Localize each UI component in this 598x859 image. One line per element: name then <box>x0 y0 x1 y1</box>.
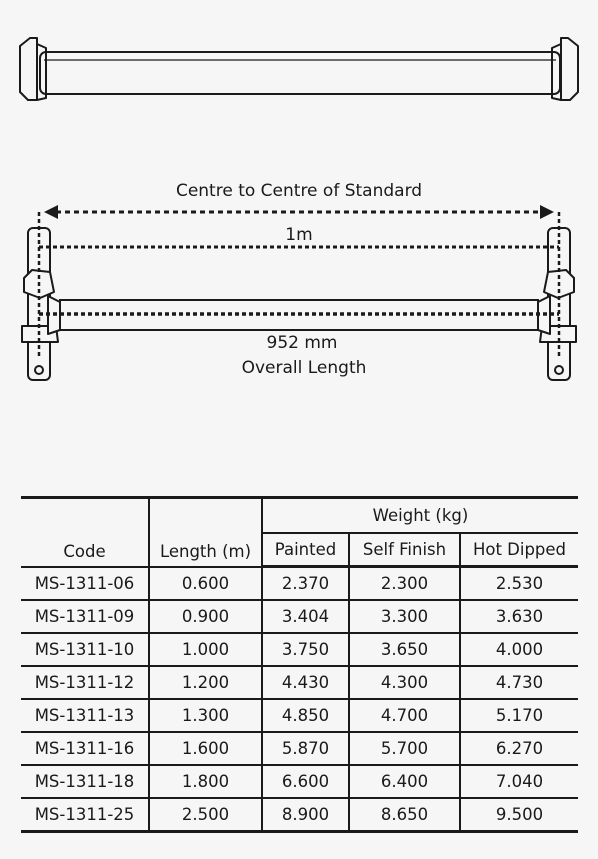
cell-length: 1.200 <box>149 666 262 699</box>
overall-label: Overall Length <box>241 358 367 378</box>
cell-code: MS-1311-09 <box>21 600 149 633</box>
table-header-row <box>21 498 578 534</box>
cell-length: 2.500 <box>149 798 262 832</box>
cell-code: MS-1311-16 <box>21 732 149 765</box>
cell-hot-dipped: 4.000 <box>460 633 578 666</box>
cell-length: 0.900 <box>149 600 262 633</box>
table-row <box>21 765 578 798</box>
header-self-finish: Self Finish <box>349 533 460 567</box>
cell-self-finish: 8.650 <box>349 798 460 832</box>
cell-painted: 4.850 <box>262 699 349 732</box>
cell-hot-dipped: 7.040 <box>460 765 578 798</box>
table-body <box>21 567 578 832</box>
cell-code: MS-1311-06 <box>21 567 149 601</box>
cell-self-finish: 4.700 <box>349 699 460 732</box>
table-row <box>21 567 578 601</box>
cell-self-finish: 3.300 <box>349 600 460 633</box>
cell-hot-dipped: 4.730 <box>460 666 578 699</box>
cell-painted: 2.370 <box>262 567 349 601</box>
left-standard <box>22 228 60 380</box>
cell-hot-dipped: 3.630 <box>460 600 578 633</box>
centre-label: Centre to Centre of Standard <box>175 181 423 201</box>
cell-self-finish: 2.300 <box>349 567 460 601</box>
overall-value: 952 mm <box>266 333 338 353</box>
header-weight: Weight (kg) <box>262 498 578 534</box>
table-row <box>21 633 578 666</box>
cell-painted: 6.600 <box>262 765 349 798</box>
cell-hot-dipped: 2.530 <box>460 567 578 601</box>
cell-painted: 3.750 <box>262 633 349 666</box>
header-length: Length (m) <box>149 498 262 567</box>
cell-painted: 5.870 <box>262 732 349 765</box>
cell-painted: 4.430 <box>262 666 349 699</box>
cell-code: MS-1311-13 <box>21 699 149 732</box>
cell-code: MS-1311-25 <box>21 798 149 832</box>
cell-hot-dipped: 5.170 <box>460 699 578 732</box>
cell-length: 0.600 <box>149 567 262 601</box>
cell-self-finish: 5.700 <box>349 732 460 765</box>
cell-length: 1.000 <box>149 633 262 666</box>
cell-painted: 3.404 <box>262 600 349 633</box>
header-hot-dipped: Hot Dipped <box>460 533 578 567</box>
cell-length: 1.800 <box>149 765 262 798</box>
cell-code: MS-1311-10 <box>21 633 149 666</box>
ledger-top-view <box>20 38 578 100</box>
cell-hot-dipped: 9.500 <box>460 798 578 832</box>
cell-code: MS-1311-18 <box>21 765 149 798</box>
cell-length: 1.300 <box>149 699 262 732</box>
centre-dimension <box>44 205 554 219</box>
cell-code: MS-1311-12 <box>21 666 149 699</box>
table-row <box>21 798 578 832</box>
cell-self-finish: 3.650 <box>349 633 460 666</box>
cell-painted: 8.900 <box>262 798 349 832</box>
cell-length: 1.600 <box>149 732 262 765</box>
right-standard <box>538 228 576 380</box>
cell-hot-dipped: 6.270 <box>460 732 578 765</box>
centre-value: 1m <box>285 225 313 245</box>
table-row <box>21 732 578 765</box>
table-row <box>21 699 578 732</box>
table-row <box>21 666 578 699</box>
header-painted: Painted <box>262 533 349 567</box>
cell-self-finish: 4.300 <box>349 666 460 699</box>
cell-self-finish: 6.400 <box>349 765 460 798</box>
table-row <box>21 600 578 633</box>
header-code: Code <box>21 498 149 567</box>
spec-table <box>21 496 578 833</box>
